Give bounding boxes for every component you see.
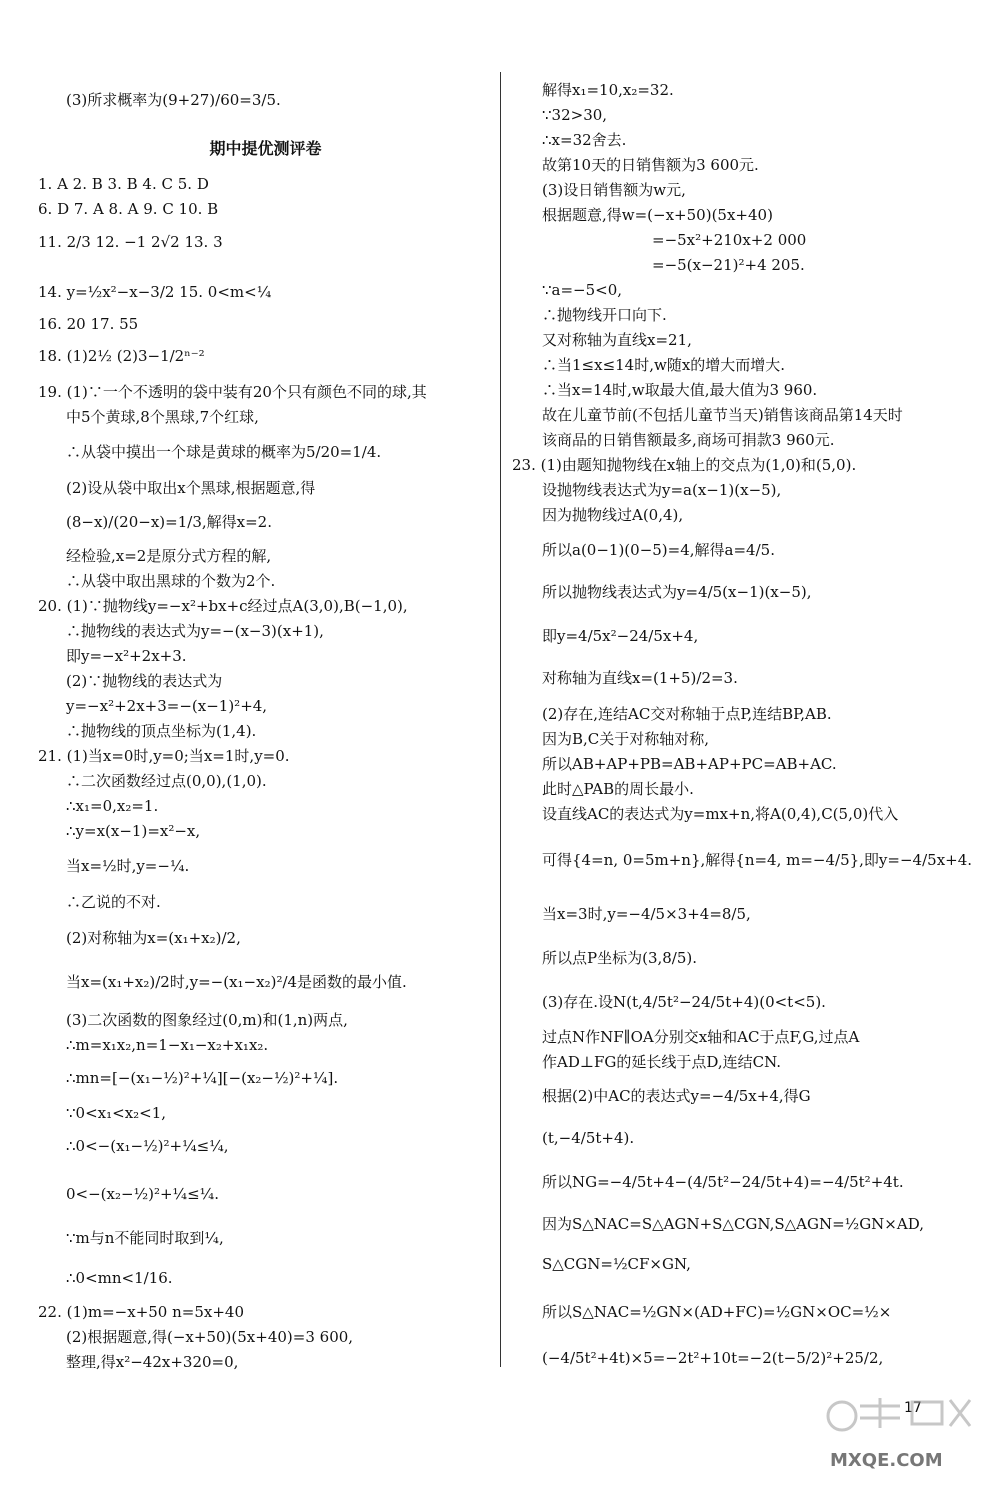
- text-line: (2)对称轴为x=(x₁+x₂)/2,: [66, 929, 241, 947]
- text-line: 可得{4=n, 0=5m+n},解得{n=4, m=−4/5},即y=−4/5x+4.: [542, 851, 973, 869]
- text-line: ∴x=32舍去.: [542, 131, 627, 149]
- text-line: 设直线AC的表达式为y=mx+n,将A(0,4),C(5,0)代入: [542, 805, 899, 823]
- text-line: 19. (1)∵一个不透明的袋中装有20个只有颜色不同的球,其: [38, 383, 427, 401]
- text-line: (2)存在,连结AC交对称轴于点P,连结BP,AB.: [542, 705, 832, 723]
- text-line: (−4/5t²+4t)×5=−2t²+10t=−2(t−5/2)²+25/2,: [542, 1349, 884, 1367]
- page-number: 17: [904, 1400, 922, 1416]
- text-line: ∵32>30,: [542, 106, 608, 124]
- text-line: ∴抛物线的顶点坐标为(1,4).: [66, 722, 257, 740]
- text-line: 当x=3时,y=−4/5×3+4=8/5,: [542, 905, 751, 923]
- text-line: ∴当x=14时,w取最大值,最大值为3 960.: [542, 381, 818, 399]
- text-line: ∵a=−5<0,: [542, 281, 623, 299]
- text-line: 所以S△NAC=½GN×(AD+FC)=½GN×OC=½×: [542, 1303, 892, 1321]
- text-line: (3)存在.设N(t,4/5t²−24/5t+4)(0<t<5).: [542, 993, 826, 1011]
- text-line: (3)所求概率为(9+27)/60=3/5.: [66, 91, 281, 109]
- text-line: 根据(2)中AC的表达式y=−4/5x+4,得G: [542, 1087, 811, 1105]
- text-line: 20. (1)∵抛物线y=−x²+bx+c经过点A(3,0),B(−1,0),: [38, 597, 408, 615]
- text-line: 中5个黄球,8个黑球,7个红球,: [66, 408, 259, 426]
- text-line: 即y=4/5x²−24/5x+4,: [542, 627, 699, 645]
- text-line: 当x=(x₁+x₂)/2时,y=−(x₁−x₂)²/4是函数的最小值.: [66, 973, 407, 991]
- text-line: 所以抛物线表达式为y=4/5(x−1)(x−5),: [542, 583, 812, 601]
- text-line: 设抛物线表达式为y=a(x−1)(x−5),: [542, 481, 782, 499]
- text-line: 所以NG=−4/5t+4−(4/5t²−24/5t+4)=−4/5t²+4t.: [542, 1173, 904, 1191]
- text-line: (8−x)/(20−x)=1/3,解得x=2.: [66, 513, 272, 531]
- text-line: 此时△PAB的周长最小.: [542, 780, 694, 798]
- text-line: 14. y=½x²−x−3/2 15. 0<m<¼: [38, 283, 272, 301]
- text-line: 18. (1)2½ (2)3−1/2ⁿ⁻²: [38, 347, 205, 365]
- text-line: 对称轴为直线x=(1+5)/2=3.: [542, 669, 738, 687]
- text-line: ∴0<mn<1/16.: [66, 1269, 173, 1287]
- text-line: 解得x₁=10,x₂=32.: [542, 81, 674, 99]
- text-line: S△CGN=½CF×GN,: [542, 1255, 691, 1273]
- text-line: 所以点P坐标为(3,8/5).: [542, 949, 698, 967]
- text-line: (2)∵抛物线的表达式为: [66, 672, 223, 690]
- text-line: (t,−4/5t+4).: [542, 1129, 635, 1147]
- text-line: (2)根据题意,得(−x+50)(5x+40)=3 600,: [66, 1328, 354, 1346]
- text-line: ∴二次函数经过点(0,0),(1,0).: [66, 772, 267, 790]
- text-line: 1. A 2. B 3. B 4. C 5. D: [38, 175, 209, 193]
- text-line: ∴当1≤x≤14时,w随x的增大而增大.: [542, 356, 786, 374]
- text-line: (2)设从袋中取出x个黑球,根据题意,得: [66, 479, 316, 497]
- text-line: 21. (1)当x=0时,y=0;当x=1时,y=0.: [38, 747, 290, 765]
- text-line: 23. (1)由题知抛物线在x轴上的交点为(1,0)和(5,0).: [512, 456, 857, 474]
- text-line: 所以a(0−1)(0−5)=4,解得a=4/5.: [542, 541, 775, 559]
- text-line: ∴从袋中取出黑球的个数为2个.: [66, 572, 276, 590]
- text-line: 根据题意,得w=(−x+50)(5x+40): [542, 206, 773, 224]
- text-line: 即y=−x²+2x+3.: [66, 647, 187, 665]
- text-line: ∴抛物线开口向下.: [542, 306, 667, 324]
- text-line: =−5x²+210x+2 000: [652, 231, 807, 249]
- text-line: 又对称轴为直线x=21,: [542, 331, 692, 349]
- text-line: 11. 2/3 12. −1 2√2 13. 3: [38, 233, 223, 251]
- text-line: 6. D 7. A 8. A 9. C 10. B: [38, 200, 219, 218]
- text-line: ∴mn=[−(x₁−½)²+¼][−(x₂−½)²+¼].: [66, 1069, 339, 1087]
- text-line: 22. (1)m=−x+50 n=5x+40: [38, 1303, 245, 1321]
- text-line: ∴x₁=0,x₂=1.: [66, 797, 159, 815]
- text-line: ∴抛物线的表达式为y=−(x−3)(x+1),: [66, 622, 324, 640]
- text-line: 故第10天的日销售额为3 600元.: [542, 156, 759, 174]
- text-line: 因为S△NAC=S△AGN+S△CGN,S△AGN=½GN×AD,: [542, 1215, 924, 1233]
- watermark-logo: [820, 1388, 990, 1478]
- text-line: 过点N作NF∥OA分别交x轴和AC于点F,G,过点A: [542, 1028, 860, 1046]
- watermark-site: MXQE.COM: [830, 1450, 943, 1471]
- text-line: =−5(x−21)²+4 205.: [652, 256, 805, 274]
- text-line: ∵0<x₁<x₂<1,: [66, 1104, 167, 1122]
- text-line: ∴y=x(x−1)=x²−x,: [66, 822, 201, 840]
- text-line: ∵m与n不能同时取到¼,: [66, 1229, 224, 1247]
- text-line: ∴0<−(x₁−½)²+¼≤¼,: [66, 1137, 229, 1155]
- page-title: 期中提优测评卷: [209, 139, 322, 158]
- text-line: 作AD⊥FG的延长线于点D,连结CN.: [542, 1053, 782, 1071]
- text-line: 因为B,C关于对称轴对称,: [542, 730, 710, 748]
- text-line: 当x=½时,y=−¼.: [66, 857, 190, 875]
- text-line: 经检验,x=2是原分式方程的解,: [66, 547, 272, 565]
- column-divider: [500, 72, 501, 1367]
- text-line: y=−x²+2x+3=−(x−1)²+4,: [66, 697, 268, 715]
- text-line: 0<−(x₂−½)²+¼≤¼.: [66, 1185, 219, 1203]
- text-line: ∴从袋中摸出一个球是黄球的概率为5/20=1/4.: [66, 443, 382, 461]
- text-line: (3)设日销售额为w元,: [542, 181, 686, 199]
- text-line: ∴m=x₁x₂,n=1−x₁−x₂+x₁x₂.: [66, 1036, 269, 1054]
- text-line: 故在儿童节前(不包括儿童节当天)销售该商品第14天时: [542, 406, 903, 424]
- text-line: ∴乙说的不对.: [66, 893, 161, 911]
- text-line: 整理,得x²−42x+320=0,: [66, 1353, 239, 1371]
- text-line: (3)二次函数的图象经过(0,m)和(1,n)两点,: [66, 1011, 348, 1029]
- text-line: 所以AB+AP+PB=AB+AP+PC=AB+AC.: [542, 755, 837, 773]
- watermark-circle-icon: [828, 1402, 856, 1430]
- text-line: 因为抛物线过A(0,4),: [542, 506, 684, 524]
- text-line: 该商品的日销售额最多,商场可捐款3 960元.: [542, 431, 835, 449]
- text-line: 16. 20 17. 55: [38, 315, 139, 333]
- watermark-glyphs-icon: [860, 1398, 970, 1428]
